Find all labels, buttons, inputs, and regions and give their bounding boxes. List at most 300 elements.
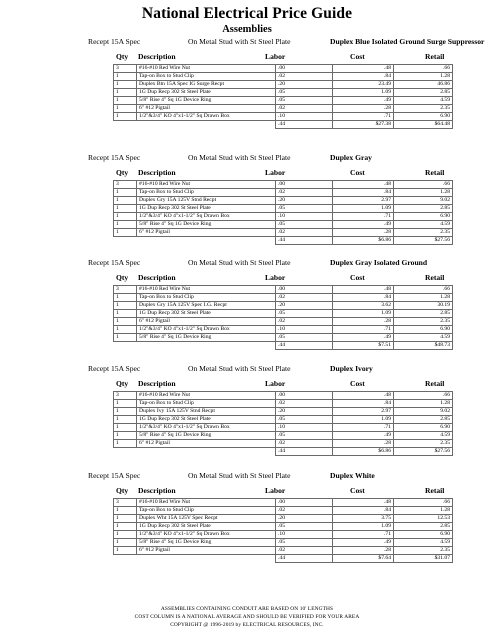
cell-retail: 2.85 — [394, 89, 453, 97]
cell-qty: 1 — [114, 400, 137, 408]
cell-description: Tap-on Box to Stud Clip — [137, 400, 276, 408]
column-header-labor: Labor — [265, 168, 286, 177]
column-header-cost: Cost — [350, 168, 365, 177]
cell-qty: 1 — [114, 73, 137, 81]
cell-description: 1/2"&3/4" KO 4"x1-1/2" Sq Drawn Box — [137, 424, 276, 432]
cell-cost: .48 — [333, 499, 394, 507]
total-spacer — [137, 555, 276, 563]
total-labor: .44 — [276, 237, 333, 245]
cell-qty: 3 — [114, 181, 137, 189]
total-spacer — [114, 555, 137, 563]
table-row — [114, 310, 453, 318]
cell-qty: 1 — [114, 97, 137, 105]
column-header-description: Description — [138, 379, 176, 388]
footer-copyright: COPYRIGHT @ 1996-2019 by ELECTRICAL RESOURCES, INC. — [170, 622, 324, 628]
column-header-retail: Retail — [425, 52, 445, 61]
section-assembly-name: Duplex White — [330, 471, 375, 480]
section-mounting: On Metal Stud with St Steel Plate — [188, 364, 291, 373]
column-header-qty: Qty — [116, 273, 129, 282]
section-spec: Recept 15A Spec — [88, 364, 141, 373]
total-row — [114, 342, 453, 350]
cell-qty: 1 — [114, 113, 137, 121]
column-header-cost: Cost — [350, 379, 365, 388]
table-row — [114, 424, 453, 432]
section-spec: Recept 15A Spec — [88, 37, 141, 46]
cell-qty: 3 — [114, 499, 137, 507]
cell-retail: 1.28 — [394, 507, 453, 515]
assembly-section — [0, 471, 494, 563]
total-retail: $48.73 — [394, 342, 453, 350]
cell-description: 1G Dup Recp 302 St Steel Plate — [137, 205, 276, 213]
total-cost: $27.38 — [333, 121, 394, 129]
cell-qty: 1 — [114, 105, 137, 113]
total-spacer — [114, 342, 137, 350]
cell-retail: 9.02 — [394, 197, 453, 205]
cell-qty: 1 — [114, 440, 137, 448]
section-mounting: On Metal Stud with St Steel Plate — [188, 471, 291, 480]
cell-cost: .49 — [333, 539, 394, 547]
cell-description: Tap-on Box to Stud Clip — [137, 507, 276, 515]
column-header-cost: Cost — [350, 486, 365, 495]
cell-labor: .05 — [276, 97, 333, 105]
cell-labor: .20 — [276, 408, 333, 416]
cell-qty: 1 — [114, 523, 137, 531]
table-row — [114, 408, 453, 416]
cell-qty: 1 — [114, 89, 137, 97]
cell-cost: .84 — [333, 507, 394, 515]
cell-qty: 1 — [114, 81, 137, 89]
cell-description: Duplex Gry 15A 125V Stnd Recpt — [137, 197, 276, 205]
table-row — [114, 318, 453, 326]
table-row — [114, 326, 453, 334]
cell-labor: .05 — [276, 432, 333, 440]
total-spacer — [137, 121, 276, 129]
cell-labor: .10 — [276, 113, 333, 121]
items-table — [113, 285, 453, 350]
table-row — [114, 286, 453, 294]
cell-qty: 1 — [114, 189, 137, 197]
cell-cost: 2.97 — [333, 197, 394, 205]
cell-qty: 1 — [114, 334, 137, 342]
table-row — [114, 539, 453, 547]
cell-labor: .02 — [276, 294, 333, 302]
cell-cost: .71 — [333, 424, 394, 432]
column-header-qty: Qty — [116, 486, 129, 495]
cell-labor: .02 — [276, 229, 333, 237]
cell-labor: .02 — [276, 400, 333, 408]
cell-retail: 2.85 — [394, 205, 453, 213]
cell-labor: .05 — [276, 89, 333, 97]
cell-retail: 2.35 — [394, 547, 453, 555]
section-header — [0, 471, 494, 482]
table-row — [114, 416, 453, 424]
cell-description: 6" #12 Pigtail — [137, 229, 276, 237]
cell-cost: 23.49 — [333, 81, 394, 89]
cell-description: Duplex Btn 15A Spec IG Surge Recpt — [137, 81, 276, 89]
cell-description: Tap-on Box to Stud Clip — [137, 189, 276, 197]
total-cost: $7.51 — [333, 342, 394, 350]
cell-qty: 1 — [114, 302, 137, 310]
column-headers — [0, 379, 494, 390]
section-assembly-name: Duplex Gray — [330, 153, 372, 162]
section-assembly-name: Duplex Gray Isolated Ground — [330, 258, 428, 267]
cell-retail: 2.35 — [394, 105, 453, 113]
table-row — [114, 531, 453, 539]
cell-cost: .84 — [333, 73, 394, 81]
table-row — [114, 334, 453, 342]
column-headers — [0, 168, 494, 179]
table-row — [114, 181, 453, 189]
page-title: National Electrical Price Guide — [141, 5, 353, 22]
table-row — [114, 523, 453, 531]
table-row — [114, 105, 453, 113]
cell-description: Duplex Wht 15A 125V Spec Recpt — [137, 515, 276, 523]
cell-description: 5/8" Rise 4" Sq 1G Device Ring — [137, 539, 276, 547]
total-spacer — [114, 237, 137, 245]
cell-retail: .66 — [394, 499, 453, 507]
cell-labor: .00 — [276, 65, 333, 73]
cell-qty: 1 — [114, 408, 137, 416]
total-cost: $7.64 — [333, 555, 394, 563]
table-row — [114, 97, 453, 105]
cell-labor: .00 — [276, 499, 333, 507]
cell-retail: 1.28 — [394, 189, 453, 197]
cell-cost: .71 — [333, 213, 394, 221]
section-mounting: On Metal Stud with St Steel Plate — [188, 153, 291, 162]
table-row — [114, 294, 453, 302]
table-row — [114, 229, 453, 237]
cell-qty: 3 — [114, 392, 137, 400]
cell-description: #16-#10 Red Wire Nut — [137, 181, 276, 189]
cell-description: Tap-on Box to Stud Clip — [137, 73, 276, 81]
cell-qty: 1 — [114, 197, 137, 205]
total-retail: $31.07 — [394, 555, 453, 563]
cell-retail: 2.35 — [394, 440, 453, 448]
column-header-description: Description — [138, 486, 176, 495]
cell-qty: 1 — [114, 424, 137, 432]
cell-labor: .02 — [276, 318, 333, 326]
cell-labor: .05 — [276, 416, 333, 424]
cell-retail: .66 — [394, 392, 453, 400]
column-header-labor: Labor — [265, 273, 286, 282]
cell-description: 6" #12 Pigtail — [137, 318, 276, 326]
cell-cost: .48 — [333, 181, 394, 189]
cell-cost: 1.09 — [333, 205, 394, 213]
column-headers — [0, 486, 494, 497]
cell-labor: .10 — [276, 213, 333, 221]
cell-labor: .05 — [276, 334, 333, 342]
table-row — [114, 89, 453, 97]
section-header — [0, 37, 494, 48]
cell-description: 6" #12 Pigtail — [137, 105, 276, 113]
column-headers — [0, 52, 494, 63]
cell-labor: .00 — [276, 286, 333, 294]
assembly-section — [0, 37, 494, 129]
cell-retail: 2.35 — [394, 229, 453, 237]
cell-cost: .71 — [333, 113, 394, 121]
cell-description: 6" #12 Pigtail — [137, 547, 276, 555]
cell-cost: .48 — [333, 286, 394, 294]
section-assembly-name: Duplex Blue Isolated Ground Surge Suppressor — [330, 37, 485, 46]
page-subtitle: Assemblies — [222, 24, 272, 35]
cell-labor: .00 — [276, 181, 333, 189]
cell-labor: .02 — [276, 547, 333, 555]
cell-labor: .05 — [276, 221, 333, 229]
cell-description: Tap-on Box to Stud Clip — [137, 294, 276, 302]
total-retail: $27.56 — [394, 448, 453, 456]
cell-cost: .28 — [333, 229, 394, 237]
column-header-description: Description — [138, 168, 176, 177]
cell-cost: .28 — [333, 105, 394, 113]
table-row — [114, 65, 453, 73]
cell-description: 5/8" Rise 4" Sq 1G Device Ring — [137, 432, 276, 440]
cell-cost: .48 — [333, 392, 394, 400]
cell-labor: .20 — [276, 515, 333, 523]
table-row — [114, 440, 453, 448]
cell-labor: .10 — [276, 424, 333, 432]
table-row — [114, 113, 453, 121]
cell-labor: .00 — [276, 392, 333, 400]
total-labor: .44 — [276, 555, 333, 563]
cell-retail: .66 — [394, 286, 453, 294]
cell-cost: .28 — [333, 318, 394, 326]
items-table — [113, 498, 453, 563]
cell-cost: .49 — [333, 432, 394, 440]
cell-retail: 46.86 — [394, 81, 453, 89]
cell-labor: .10 — [276, 531, 333, 539]
cell-labor: .02 — [276, 507, 333, 515]
assembly-section — [0, 364, 494, 456]
cell-description: 1G Dup Recp 302 St Steel Plate — [137, 89, 276, 97]
table-row — [114, 302, 453, 310]
column-header-description: Description — [138, 52, 176, 61]
section-assembly-name: Duplex Ivory — [330, 364, 373, 373]
cell-cost: .84 — [333, 400, 394, 408]
total-labor: .44 — [276, 448, 333, 456]
table-row — [114, 197, 453, 205]
total-labor: .44 — [276, 342, 333, 350]
cell-retail: 2.35 — [394, 318, 453, 326]
table-row — [114, 221, 453, 229]
total-row — [114, 555, 453, 563]
cell-qty: 1 — [114, 205, 137, 213]
column-header-qty: Qty — [116, 379, 129, 388]
assembly-section — [0, 153, 494, 245]
cell-labor: .20 — [276, 302, 333, 310]
section-spec: Recept 15A Spec — [88, 471, 141, 480]
cell-description: 6" #12 Pigtail — [137, 440, 276, 448]
cell-qty: 1 — [114, 294, 137, 302]
column-header-cost: Cost — [350, 273, 365, 282]
column-header-qty: Qty — [116, 52, 129, 61]
column-header-qty: Qty — [116, 168, 129, 177]
column-header-cost: Cost — [350, 52, 365, 61]
total-spacer — [114, 121, 137, 129]
cell-retail: 2.85 — [394, 523, 453, 531]
cell-cost: .49 — [333, 334, 394, 342]
footer-note-conduit: ASSEMBLIES CONTAINING CONDUIT ARE BASED ON 10' LENGTHS — [160, 606, 334, 612]
total-row — [114, 448, 453, 456]
cell-retail: 6.90 — [394, 113, 453, 121]
items-table — [113, 180, 453, 245]
cell-qty: 1 — [114, 531, 137, 539]
column-header-description: Description — [138, 273, 176, 282]
cell-description: #16-#10 Red Wire Nut — [137, 65, 276, 73]
table-row — [114, 213, 453, 221]
total-retail: $27.56 — [394, 237, 453, 245]
items-table — [113, 391, 453, 456]
cell-qty: 1 — [114, 515, 137, 523]
cell-qty: 1 — [114, 213, 137, 221]
cell-labor: .02 — [276, 189, 333, 197]
cell-cost: 3.62 — [333, 302, 394, 310]
table-row — [114, 499, 453, 507]
footer-note-cost: COST COLUMN IS A NATIONAL AVERAGE AND SHOULD BE VERIFIED FOR YOUR AREA — [134, 614, 360, 620]
column-headers — [0, 273, 494, 284]
column-header-labor: Labor — [265, 486, 286, 495]
cell-labor: .05 — [276, 539, 333, 547]
cell-description: 1/2"&3/4" KO 4"x1-1/2" Sq Drawn Box — [137, 531, 276, 539]
cell-description: 5/8" Rise 4" Sq 1G Device Ring — [137, 97, 276, 105]
cell-cost: 1.09 — [333, 523, 394, 531]
total-labor: .44 — [276, 121, 333, 129]
cell-cost: 1.09 — [333, 89, 394, 97]
cell-cost: .71 — [333, 531, 394, 539]
cell-description: 5/8" Rise 4" Sq 1G Device Ring — [137, 221, 276, 229]
cell-labor: .20 — [276, 81, 333, 89]
column-header-retail: Retail — [425, 168, 445, 177]
cell-retail: 30.19 — [394, 302, 453, 310]
cell-description: Duplex Gry 15A 125V Spec I.G. Recpt — [137, 302, 276, 310]
table-row — [114, 392, 453, 400]
table-row — [114, 189, 453, 197]
total-spacer — [137, 342, 276, 350]
column-header-labor: Labor — [265, 52, 286, 61]
cell-retail: 1.28 — [394, 73, 453, 81]
cell-retail: 4.59 — [394, 221, 453, 229]
items-table — [113, 64, 453, 129]
table-row — [114, 547, 453, 555]
table-row — [114, 73, 453, 81]
cell-cost: 1.09 — [333, 416, 394, 424]
cell-description: 1/2"&3/4" KO 4"x1-1/2" Sq Drawn Box — [137, 213, 276, 221]
total-cost: $6.86 — [333, 448, 394, 456]
cell-cost: 2.97 — [333, 408, 394, 416]
cell-retail: 4.59 — [394, 539, 453, 547]
cell-retail: .66 — [394, 65, 453, 73]
cell-retail: 2.85 — [394, 310, 453, 318]
cell-qty: 1 — [114, 310, 137, 318]
total-spacer — [137, 448, 276, 456]
cell-qty: 3 — [114, 286, 137, 294]
cell-labor: .10 — [276, 326, 333, 334]
cell-retail: 2.85 — [394, 416, 453, 424]
cell-retail: 4.59 — [394, 432, 453, 440]
cell-cost: 1.09 — [333, 310, 394, 318]
cell-qty: 1 — [114, 229, 137, 237]
cell-qty: 1 — [114, 318, 137, 326]
cell-cost: .84 — [333, 189, 394, 197]
cell-description: #16-#10 Red Wire Nut — [137, 392, 276, 400]
cell-qty: 1 — [114, 507, 137, 515]
cell-retail: 4.59 — [394, 334, 453, 342]
cell-labor: .20 — [276, 197, 333, 205]
cell-cost: .71 — [333, 326, 394, 334]
cell-retail: 6.90 — [394, 326, 453, 334]
section-spec: Recept 15A Spec — [88, 153, 141, 162]
assembly-section — [0, 258, 494, 350]
total-spacer — [137, 237, 276, 245]
cell-labor: .02 — [276, 73, 333, 81]
section-mounting: On Metal Stud with St Steel Plate — [188, 37, 291, 46]
column-header-labor: Labor — [265, 379, 286, 388]
section-header — [0, 258, 494, 269]
cell-retail: 4.59 — [394, 97, 453, 105]
table-row — [114, 400, 453, 408]
section-header — [0, 364, 494, 375]
cell-labor: .02 — [276, 440, 333, 448]
column-header-retail: Retail — [425, 486, 445, 495]
cell-retail: 1.28 — [394, 400, 453, 408]
cell-cost: .48 — [333, 65, 394, 73]
cell-qty: 1 — [114, 547, 137, 555]
cell-qty: 1 — [114, 326, 137, 334]
cell-qty: 1 — [114, 221, 137, 229]
section-header — [0, 153, 494, 164]
cell-description: Duplex Ivy 15A 125V Stnd Recpt — [137, 408, 276, 416]
column-header-retail: Retail — [425, 273, 445, 282]
cell-description: 1G Dup Recp 302 St Steel Plate — [137, 523, 276, 531]
cell-retail: .66 — [394, 181, 453, 189]
total-row — [114, 237, 453, 245]
cell-labor: .02 — [276, 105, 333, 113]
cell-description: 1/2"&3/4" KO 4"x1-1/2" Sq Drawn Box — [137, 326, 276, 334]
cell-cost: 3.75 — [333, 515, 394, 523]
cell-qty: 1 — [114, 539, 137, 547]
table-row — [114, 432, 453, 440]
cell-qty: 1 — [114, 416, 137, 424]
section-mounting: On Metal Stud with St Steel Plate — [188, 258, 291, 267]
cell-qty: 3 — [114, 65, 137, 73]
cell-cost: .84 — [333, 294, 394, 302]
total-cost: $6.86 — [333, 237, 394, 245]
cell-cost: .49 — [333, 97, 394, 105]
table-row — [114, 515, 453, 523]
total-spacer — [114, 448, 137, 456]
table-row — [114, 507, 453, 515]
section-spec: Recept 15A Spec — [88, 258, 141, 267]
cell-qty: 1 — [114, 432, 137, 440]
cell-labor: .05 — [276, 523, 333, 531]
cell-description: 5/8" Rise 4" Sq 1G Device Ring — [137, 334, 276, 342]
column-header-retail: Retail — [425, 379, 445, 388]
cell-cost: .49 — [333, 221, 394, 229]
cell-cost: .28 — [333, 440, 394, 448]
cell-labor: .05 — [276, 205, 333, 213]
cell-retail: 6.90 — [394, 424, 453, 432]
cell-description: 1G Dup Recp 302 St Steel Plate — [137, 416, 276, 424]
total-retail: $64.48 — [394, 121, 453, 129]
total-row — [114, 121, 453, 129]
cell-retail: 6.90 — [394, 531, 453, 539]
table-row — [114, 81, 453, 89]
cell-description: #16-#10 Red Wire Nut — [137, 286, 276, 294]
table-row — [114, 205, 453, 213]
cell-description: 1/2"&3/4" KO 4"x1-1/2" Sq Drawn Box — [137, 113, 276, 121]
cell-cost: .28 — [333, 547, 394, 555]
cell-retail: 6.90 — [394, 213, 453, 221]
cell-retail: 9.02 — [394, 408, 453, 416]
